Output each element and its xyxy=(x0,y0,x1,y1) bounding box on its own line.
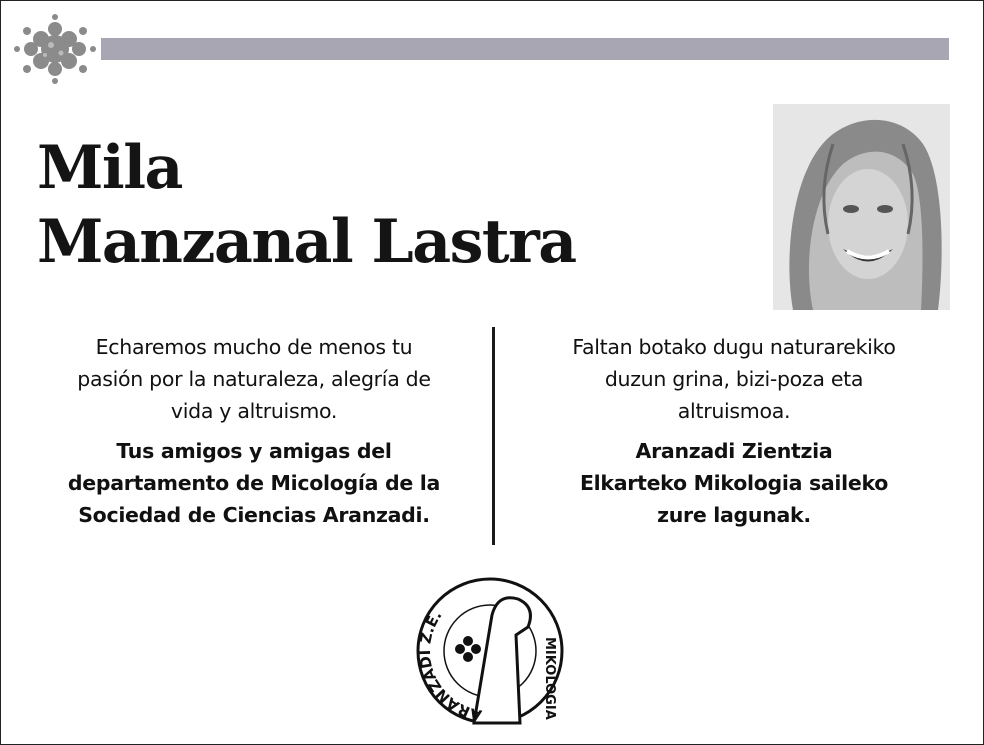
seal-outer-text: ARANZADI Z.E. xyxy=(415,606,484,725)
portrait-photo xyxy=(773,104,950,310)
basque-message-line: altruismoa. xyxy=(677,399,791,423)
spanish-message-line: vida y altruismo. xyxy=(170,399,338,423)
seal-inner-text: MIKOLOGIA xyxy=(542,637,557,720)
floral-ornament-icon xyxy=(11,9,99,89)
spanish-signature-line: departamento de Micología de la xyxy=(67,471,441,495)
portrait-image-icon xyxy=(773,104,950,310)
spanish-message xyxy=(39,331,469,427)
spanish-message-line: pasión por la naturaleza, alegría de xyxy=(77,367,431,391)
spanish-message-line: Echaremos mucho de menos tu xyxy=(95,335,413,359)
basque-message-line: duzun grina, bizi-poza eta xyxy=(604,367,864,391)
deceased-name xyxy=(37,131,737,279)
accent-bar xyxy=(101,38,949,60)
aranzadi-mikologia-seal-icon xyxy=(414,575,566,727)
spanish-signature-line: Sociedad de Ciencias Aranzadi. xyxy=(78,503,430,527)
basque-signature-line: zure lagunak. xyxy=(657,503,811,527)
column-divider xyxy=(492,327,495,545)
basque-signature-line: Elkarteko Mikologia saileko xyxy=(579,471,889,495)
name-last: Manzanal Lastra xyxy=(37,207,576,277)
name-first: Mila xyxy=(37,133,182,203)
basque-signature xyxy=(519,435,949,531)
basque-column xyxy=(519,331,949,531)
spanish-signature-line: Tus amigos y amigas del xyxy=(116,439,392,463)
basque-signature-line: Aranzadi Zientzia xyxy=(635,439,833,463)
basque-message xyxy=(519,331,949,427)
basque-message-line: Faltan botako dugu naturarekiko xyxy=(572,335,896,359)
spanish-signature xyxy=(39,435,469,531)
spanish-column xyxy=(39,331,469,531)
